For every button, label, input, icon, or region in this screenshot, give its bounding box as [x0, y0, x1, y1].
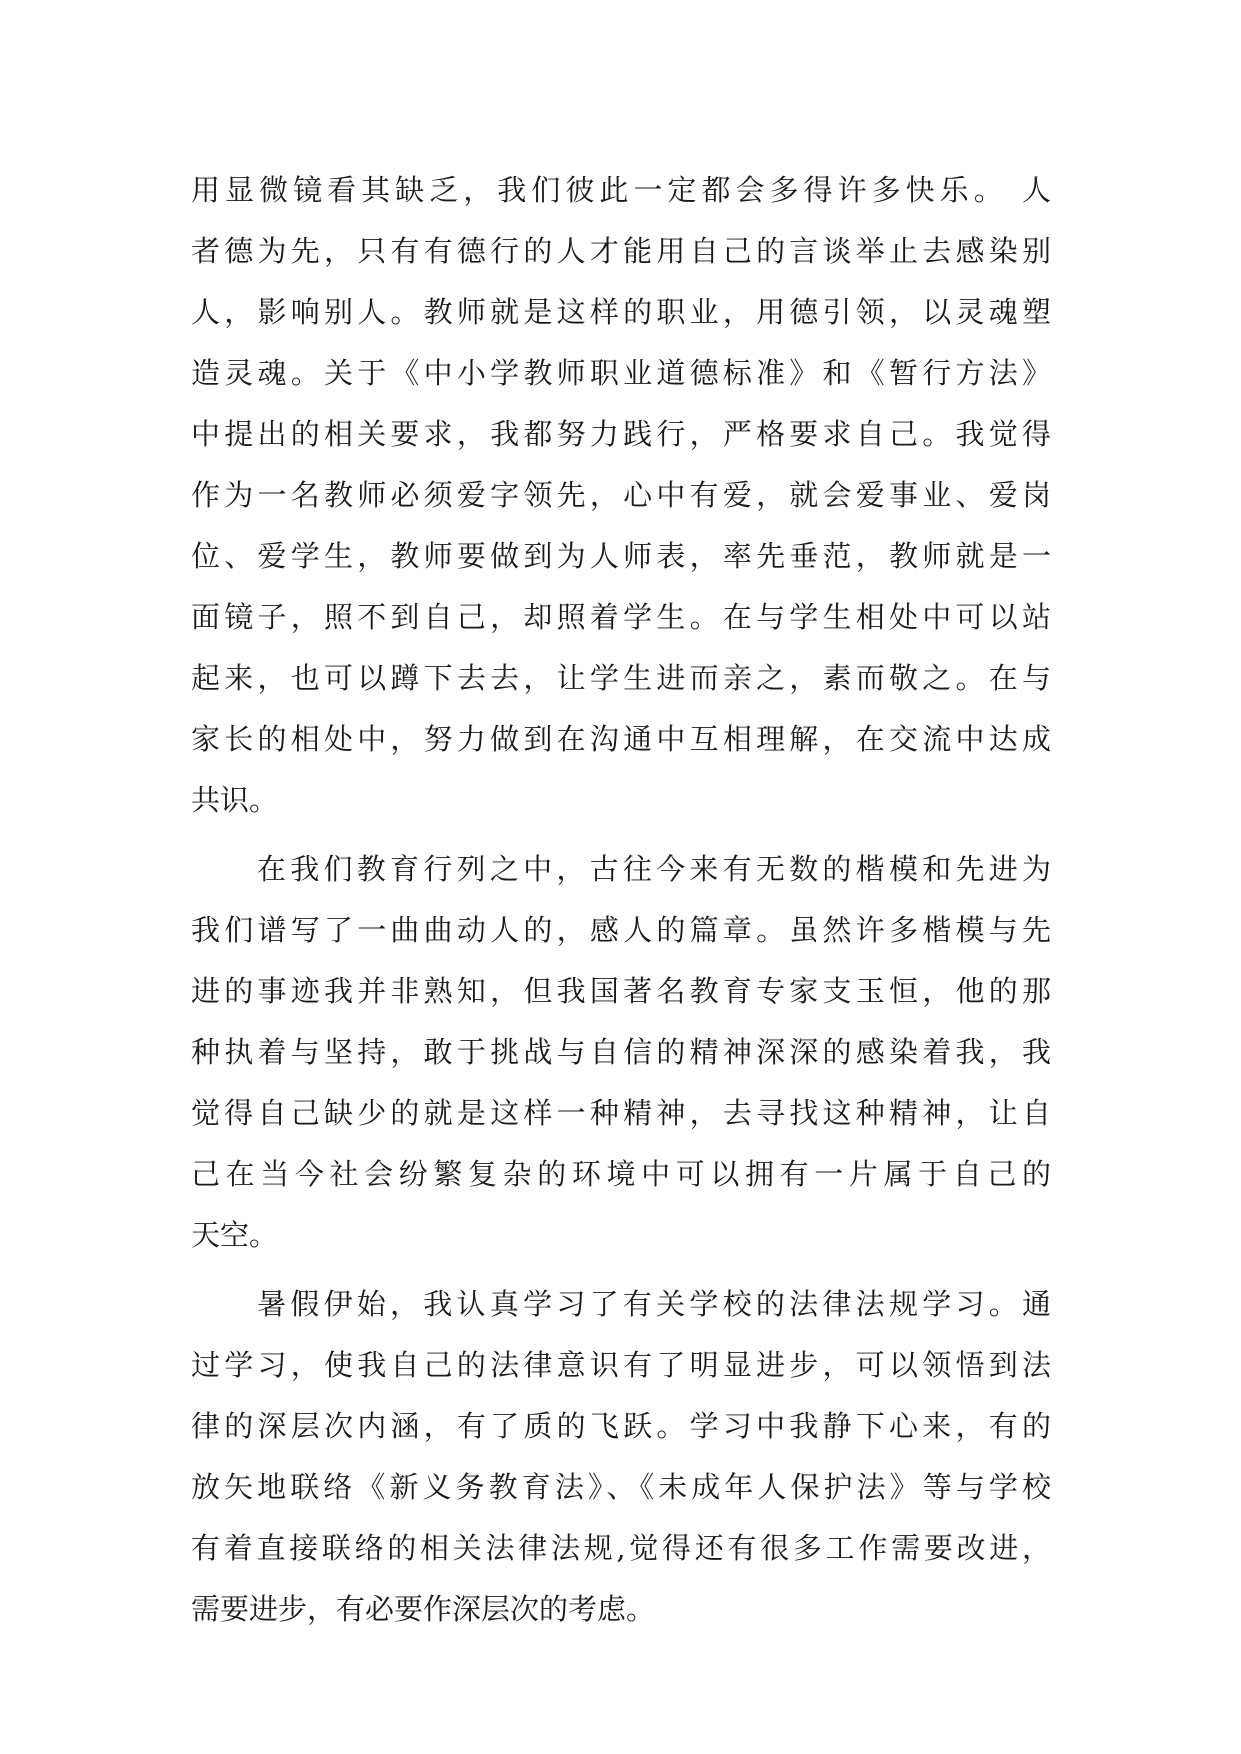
text-line: 律的深层次内涵，有了质的飞跃。学习中我静下心来，有的 [191, 1409, 1051, 1443]
text-line: 位、爱学生，教师要做到为人师表，率先垂范，教师就是一 [191, 539, 1051, 573]
text-line: 造灵魂。关于《中小学教师职业道德标准》和《暂行方法》 [191, 356, 1051, 390]
text-line: 我们谱写了一曲曲动人的，感人的篇章。虽然许多楷模与先 [191, 913, 1051, 947]
text-line: 作为一名教师必须爱字领先，心中有爱，就会爱事业、爱岗 [191, 478, 1051, 512]
text-line: 暑假伊始，我认真学习了有关学校的法律法规学习。通 [257, 1287, 1051, 1321]
text-line: 觉得自己缺少的就是这样一种精神，去寻找这种精神，让自 [191, 1096, 1051, 1130]
text-line: 在我们教育行列之中，古往今来有无数的楷模和先进为 [257, 852, 1051, 886]
text-line: 需要进步，有必要作深层次的考虑。 [191, 1592, 656, 1626]
text-line: 家长的相处中，努力做到在沟通中互相理解，在交流中达成 [191, 722, 1051, 756]
text-line: 面镜子，照不到自己，却照着学生。在与学生相处中可以站 [191, 600, 1051, 634]
text-line: 进的事迹我并非熟知，但我国著名教育专家支玉恒，他的那 [191, 974, 1051, 1008]
text-line: 己在当今社会纷繁复杂的环境中可以拥有一片属于自己的 [191, 1157, 1051, 1191]
text-line: 种执着与坚持，敢于挑战与自信的精神深深的感染着我，我 [191, 1035, 1051, 1069]
paragraph-3 [191, 1274, 1051, 1640]
text-line: 者德为先，只有有德行的人才能用自己的言谈举止去感染别 [191, 234, 1051, 268]
text-line: 天空。 [191, 1218, 279, 1252]
paragraph-spacer [191, 1266, 1051, 1274]
paragraph-spacer [191, 831, 1051, 839]
text-line: 中提出的相关要求，我都努力践行，严格要求自己。我觉得 [191, 417, 1051, 451]
paragraph-2 [191, 839, 1051, 1266]
paragraph-1 [191, 160, 1051, 831]
text-line: 起来，也可以蹲下去去，让学生进而亲之，素而敬之。在与 [191, 661, 1051, 695]
text-line: 有着直接联络的相关法律法规,觉得还有很多工作需要改进， [191, 1531, 1051, 1565]
text-line: 放矢地联络《新义务教育法》、《未成年人保护法》等与学校 [191, 1470, 1051, 1504]
text-line: 人，影响别人。教师就是这样的职业，用德引领，以灵魂塑 [191, 295, 1051, 329]
text-line: 过学习，使我自己的法律意识有了明显进步，可以领悟到法 [191, 1348, 1051, 1382]
text-line: 共识。 [191, 783, 279, 817]
body-text [191, 160, 1051, 1640]
text-line: 用显微镜看其缺乏，我们彼此一定都会多得许多快乐。 人 [191, 173, 1051, 207]
